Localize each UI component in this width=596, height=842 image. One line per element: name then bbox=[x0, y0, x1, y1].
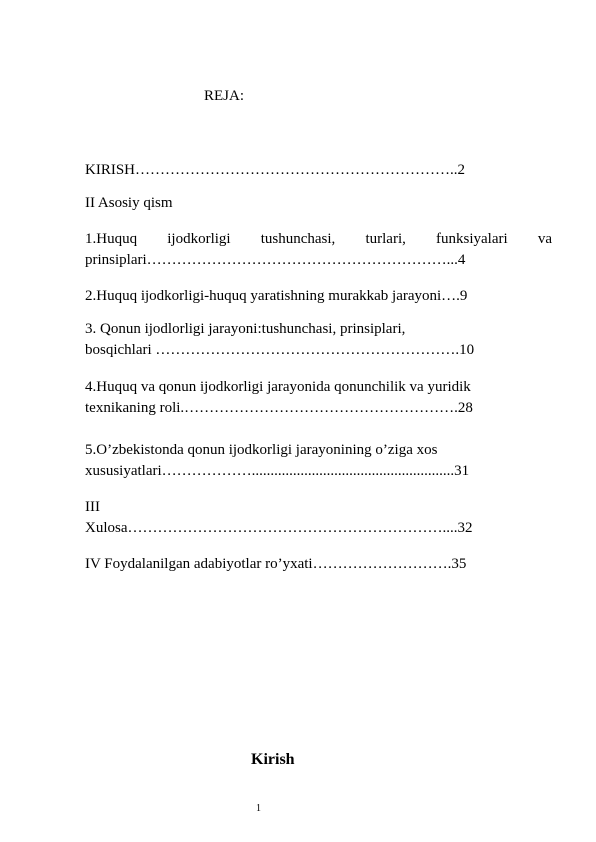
toc-line: xususiyatlari………………......................................................31 bbox=[85, 463, 470, 479]
toc-line: IV Foydalanilgan adabiyotlar ro’yxati……………………….35 bbox=[85, 556, 467, 572]
toc-entry-introduction bbox=[85, 160, 552, 181]
toc-line: 3. Qonun ijodlorligi jarayoni:tushunchasi, prinsiplari, bbox=[85, 321, 406, 337]
plan-title: REJA: bbox=[204, 88, 245, 104]
toc-entry-4 bbox=[85, 377, 552, 419]
toc-line: III bbox=[85, 499, 100, 515]
toc-entry-main-part bbox=[85, 193, 552, 214]
toc-line: 5.O’zbekistonda qonun ijodkorligi jarayonining o’ziga xos bbox=[85, 442, 438, 458]
toc-entry-2 bbox=[85, 286, 552, 307]
toc-line: 1.Huquq ijodkorligi tushunchasi, turlari, funksiyalari va bbox=[85, 231, 552, 247]
toc-entry-3 bbox=[85, 319, 552, 361]
toc-entry-bibliography bbox=[85, 554, 552, 575]
toc-entry-conclusion bbox=[85, 497, 552, 539]
toc-line: KIRISH………………………………………………………..2 bbox=[85, 162, 466, 178]
toc-entry-1 bbox=[85, 229, 552, 271]
toc-line: Xulosa………………………………………………………....32 bbox=[85, 520, 473, 536]
section-heading: Kirish bbox=[251, 751, 295, 768]
toc-line: 4.Huquq va qonun ijodkorligi jarayonida qonunchilik va yuridik bbox=[85, 379, 471, 395]
toc-entry-5 bbox=[85, 440, 552, 482]
toc-line: texnikaning roli.……………………………………………….28 bbox=[85, 400, 473, 416]
toc-line: prinsiplari……………………………………………………...4 bbox=[85, 252, 466, 268]
page-number: 1 bbox=[256, 803, 261, 814]
toc-line: II Asosiy qism bbox=[85, 195, 173, 211]
toc-line: bosqichlari …………………………………………………….10 bbox=[85, 342, 475, 358]
toc-line: 2.Huquq ijodkorligi-huquq yaratishning murakkab jarayoni….9 bbox=[85, 288, 468, 304]
